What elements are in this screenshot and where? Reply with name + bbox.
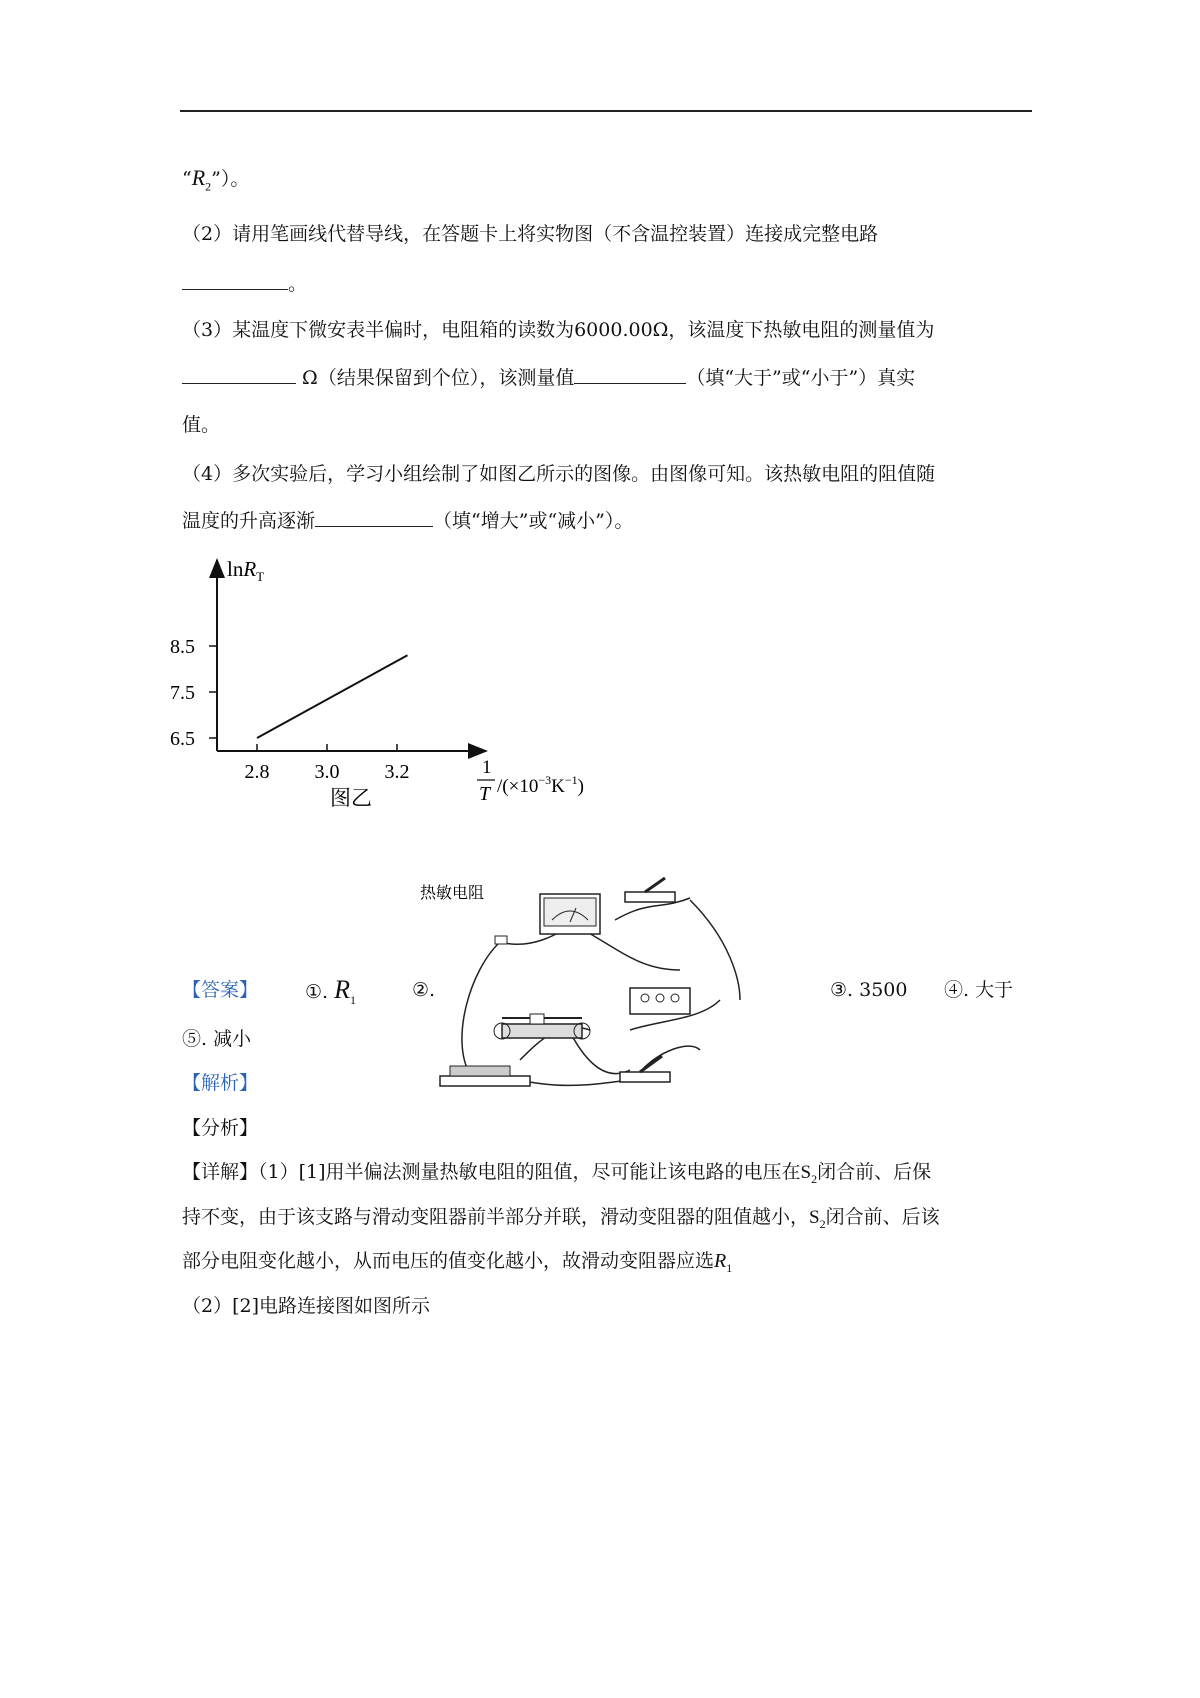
open-quote: “: [182, 168, 192, 190]
q3-line2: [182, 364, 915, 392]
r2-symbol: $R_2$: [191, 165, 212, 194]
analysis-sub-label: 【分析】: [182, 1117, 259, 1139]
header-rule: [180, 110, 1032, 112]
switch-icon: [620, 1056, 670, 1082]
answer-1: ①. $R_1$: [305, 975, 357, 1008]
x-label-numerator: 1: [482, 757, 492, 778]
x-tick-label: 2.8: [244, 761, 270, 783]
x-label-unit: $/(\times 10^{-3}K^{-1})$: [497, 773, 584, 797]
wire: [462, 942, 500, 1074]
r1-symbol: $R_1$: [714, 1250, 733, 1275]
s2-symbol: $S_2$: [800, 1162, 818, 1186]
q3-line1: （3）某温度下微安表半偏时，电阻箱的读数为6000.00Ω，该温度下热敏电阻的测量值为: [182, 319, 935, 341]
wire: [640, 1046, 700, 1072]
r1-symbol: $R_1$: [334, 975, 357, 1008]
q3-blank-2: [574, 365, 686, 384]
thermistor-icon: [495, 936, 507, 944]
q3-line3: 值。: [182, 414, 221, 436]
microammeter-icon: [540, 894, 600, 934]
x-tick-label: 3.2: [384, 761, 410, 783]
rheostat-icon: [494, 1014, 590, 1039]
y-axis-label: lnR$_T$: [227, 557, 265, 584]
detail-line-2: 持不变，由于该支路与滑动变阻器前半部分并联，滑动变阻器的阻值越小，$S_2$闭合前、后该: [182, 1206, 940, 1231]
q2-answer-line: [182, 270, 307, 298]
answer-2: ②.: [412, 979, 436, 1001]
q4-blank: [315, 508, 433, 527]
resistance-box-icon: [630, 988, 690, 1014]
y-tick-label: 8.5: [170, 636, 195, 658]
y-tick-label: 6.5: [170, 728, 195, 750]
q2-blank: [182, 271, 288, 290]
figure-yi-chart: [170, 550, 620, 820]
s2-symbol: $S_2$: [809, 1207, 826, 1231]
answer-3: ③. 3500: [830, 979, 908, 1001]
detail-line-4: （2）[2]电路连接图如图所示: [182, 1295, 431, 1317]
detail-line-1: 【详解】（1）[1]用半偏法测量热敏电阻的阻值，尽可能让该电路的电压在$S_2$闭合前、后保: [182, 1161, 932, 1186]
analysis-label: 【解析】: [182, 1072, 259, 1094]
q4-line1: （4）多次实验后，学习小组绘制了如图乙所示的图像。由图像可知。该热敏电阻的阻值随: [182, 463, 936, 485]
wire: [690, 900, 740, 1000]
q3-mid: （结果保留到个位），该测量值: [317, 367, 575, 389]
q3-tail: （填“大于”或“小于”）真实: [686, 367, 916, 389]
detail-line-3: 部分电阻变化越小，从而电压的值变化越小，故滑动变阻器应选$R_1$: [182, 1250, 733, 1275]
answer-5: ⑤. 减小: [182, 1028, 252, 1050]
y-tick-label: 7.5: [170, 682, 195, 704]
figure-caption: 图乙: [330, 786, 372, 810]
q4-line2: 温度的升高逐渐 （填“增大”或“减小”）。: [182, 510, 634, 532]
q3-blank-1: [182, 365, 296, 384]
answer-label: 【答案】: [182, 979, 259, 1001]
battery-icon: [440, 1066, 530, 1086]
close-quote: ”）。: [211, 168, 250, 190]
answer-4: ④. 大于: [944, 979, 1014, 1001]
thermistor-label: 热敏电阻: [420, 885, 485, 902]
series-line: [257, 655, 408, 738]
switch-icon: [625, 878, 675, 902]
q2-end: 。: [288, 273, 308, 295]
ohm-unit: Ω: [302, 367, 318, 389]
circuit-diagram: [420, 880, 780, 1095]
x-tick-label: 3.0: [314, 761, 340, 783]
q1-tail: [182, 164, 249, 200]
x-label-denominator: T: [479, 783, 491, 805]
x-axis-label: [477, 757, 584, 805]
q2-text: （2）请用笔画线代替导线，在答题卡上将实物图（不含温控装置）连接成完整电路: [182, 223, 879, 245]
